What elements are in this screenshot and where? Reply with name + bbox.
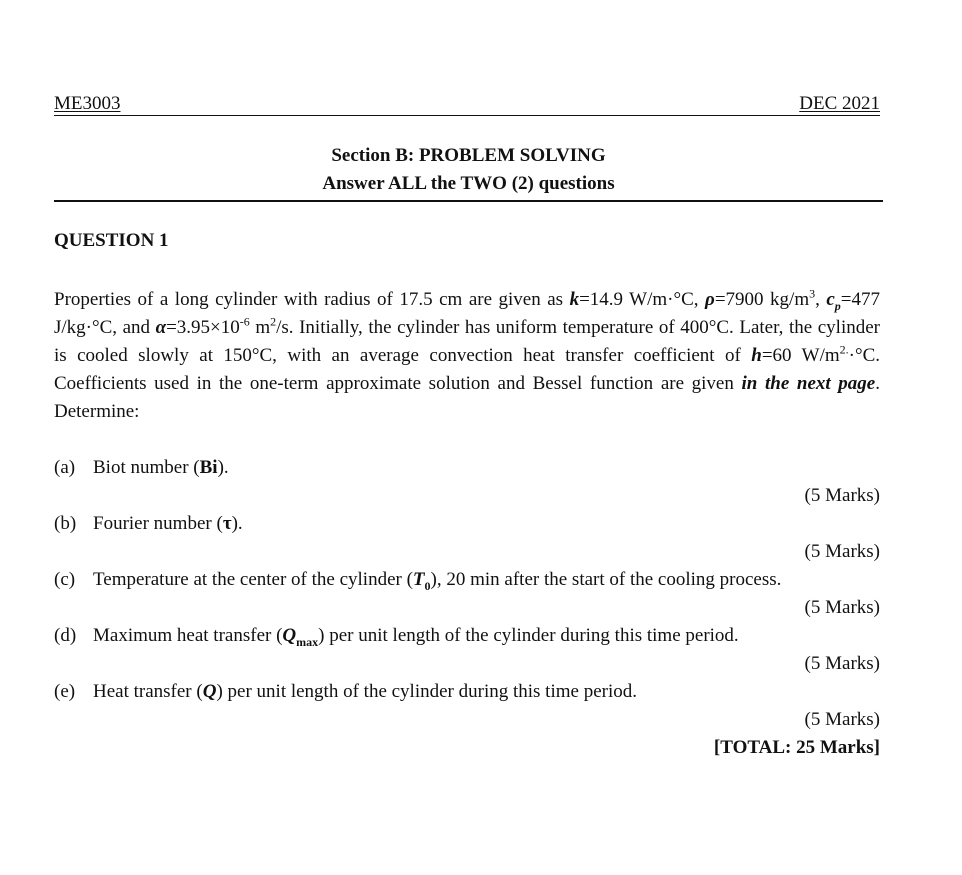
part-text: ).: [231, 513, 243, 534]
intro-text: =7900 kg/m: [714, 289, 810, 310]
intro-text: /s. Initially, the cylinder has uniform temperature of 400°C. Later, the cylinder is cooled slowly at 150°C, with an average convection heat transfer coefficient of: [54, 317, 880, 366]
intro-text: m: [249, 317, 271, 338]
part-text: Biot number (: [93, 457, 200, 478]
part-label: (d): [54, 625, 77, 646]
symbol-h: h: [751, 345, 762, 366]
intro-text: ·°C. Coefficients used in the one-term approximate solution and Bessel function are given: [54, 345, 880, 394]
subscript: 0: [424, 578, 431, 593]
part-marks: (5 Marks): [804, 709, 880, 730]
part-c: [54, 566, 880, 594]
part-text: Temperature at the center of the cylinder (: [93, 569, 413, 590]
symbol-rho: ρ: [705, 289, 715, 310]
intro-text: =14.9 W/m·°C,: [579, 289, 706, 310]
part-marks: (5 Marks): [804, 653, 880, 674]
symbol-tau: τ: [222, 513, 232, 534]
exam-date: DEC 2021: [799, 93, 880, 114]
part-e: [54, 678, 880, 706]
intro-text: Properties of a long cylinder with radius of 17.5 cm are given as: [54, 289, 570, 310]
symbol-q: Q: [282, 625, 297, 646]
superscript: 3: [809, 286, 816, 301]
part-label: (e): [54, 681, 76, 702]
part-text: ) per unit length of the cylinder during this time period.: [216, 681, 637, 702]
section-title: Section B: PROBLEM SOLVING: [331, 145, 606, 166]
question-title: QUESTION 1: [54, 230, 169, 251]
part-text: Heat transfer (: [93, 681, 203, 702]
superscript: 2: [270, 314, 277, 329]
part-d: [54, 622, 880, 650]
symbol-cp: c: [826, 289, 835, 310]
course-code: ME3003: [54, 93, 121, 114]
part-label: (c): [54, 569, 76, 590]
symbol-bi: Bi: [199, 457, 218, 478]
intro-text: =3.95×10: [166, 317, 240, 338]
part-text: ).: [217, 457, 229, 478]
part-marks: (5 Marks): [804, 541, 880, 562]
part-text: ), 20 min after the start of the cooling process.: [430, 569, 782, 590]
part-marks: (5 Marks): [804, 597, 880, 618]
subscript: max: [296, 634, 319, 649]
part-label: (b): [54, 513, 77, 534]
intro-text: . Determine:: [54, 373, 880, 422]
emphasis-next-page: in the next page: [741, 373, 876, 394]
intro-text: =477 J/kg·°C, and: [54, 289, 881, 338]
part-label: (a): [54, 457, 76, 478]
total-marks: [TOTAL: 25 Marks]: [713, 737, 880, 758]
section-instruction: Answer ALL the TWO (2) questions: [322, 173, 615, 194]
subscript: p: [834, 298, 841, 313]
question-intro: [54, 286, 880, 426]
intro-text: =60 W/m: [761, 345, 840, 366]
section-heading: [54, 142, 883, 202]
intro-text: ,: [815, 289, 827, 310]
part-marks: (5 Marks): [804, 485, 880, 506]
symbol-k: k: [569, 289, 580, 310]
part-a: [54, 454, 880, 482]
part-text: ) per unit length of the cylinder during this time period.: [318, 625, 739, 646]
symbol-alpha: α: [155, 317, 167, 338]
part-b: [54, 510, 880, 538]
superscript: -6: [239, 314, 250, 329]
part-text: Fourier number (: [93, 513, 223, 534]
page-header: [54, 93, 880, 116]
question-parts: [54, 454, 880, 762]
superscript: 2.: [839, 342, 849, 357]
symbol-q: Q: [202, 681, 217, 702]
symbol-t: T: [412, 569, 425, 590]
part-text: Maximum heat transfer (: [93, 625, 283, 646]
